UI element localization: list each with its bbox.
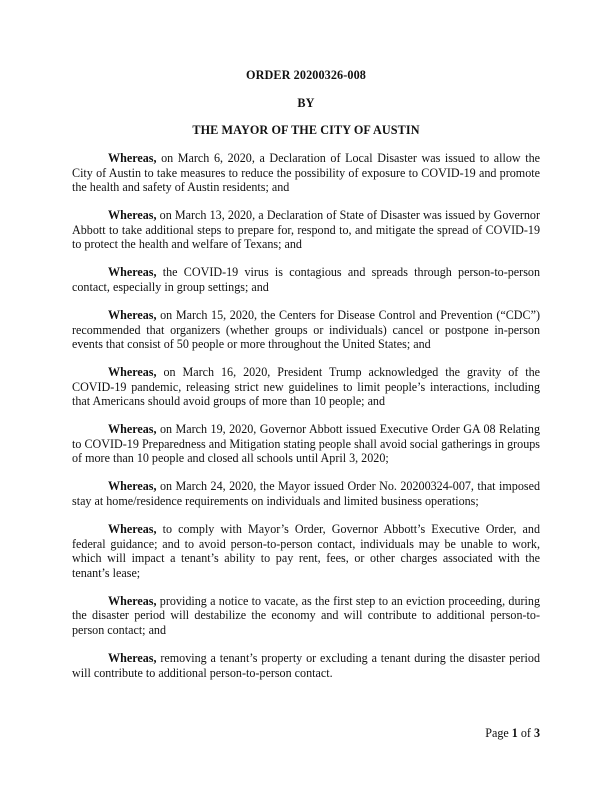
whereas-text: on March 6, 2020, a Declaration of Local Disaster was issued to allow the City of Austin to take measures to reduce the possibility of exposure to COVID-19 and promote the health and safety of Austin residents; and: [72, 151, 540, 195]
whereas-paragraph: [72, 422, 540, 466]
page-current: 1: [511, 726, 518, 740]
whereas-text: to comply with Mayor’s Order, Governor Abbott’s Executive Order, and federal guidance; and to avoid person-to-person contact, individuals may be unable to work, which will impact a tenant’s ability to pay rent, fees, or other charges associated with the tenant’s lease;: [72, 522, 540, 580]
whereas-lead: Whereas,: [108, 365, 157, 380]
whereas-text: on March 15, 2020, the Centers for Disease Control and Prevention (“CDC”) recommended that organizers (whether groups or individuals) cancel or postpone in-person events that consist of 50 people or more throughout the United States; and: [72, 307, 540, 352]
whereas-lead: Whereas,: [108, 422, 157, 437]
whereas-paragraph: [72, 479, 540, 508]
whereas-lead: Whereas,: [108, 208, 157, 223]
whereas-paragraph: [72, 594, 540, 638]
whereas-paragraph: [72, 265, 540, 294]
whereas-lead: Whereas,: [108, 307, 157, 322]
whereas-text: on March 13, 2020, a Declaration of State of Disaster was issued by Governor Abbott to take additional steps to prepare for, respond to, and mitigate the spread of COVID-19 to protect the health and welfare of Texans; and: [72, 208, 540, 252]
whereas-paragraph: [72, 208, 540, 252]
order-body: [72, 151, 540, 694]
whereas-lead: Whereas,: [108, 151, 157, 165]
whereas-text: on March 24, 2020, the Mayor issued Order No. 20200324-007, that imposed stay at home/residence requirements on individuals and limited business operations;: [72, 479, 540, 509]
whereas-text: the COVID-19 virus is contagious and spreads through person-to-person contact, especially in group settings; and: [72, 265, 540, 294]
whereas-paragraph: [72, 651, 540, 680]
page-number: [485, 726, 540, 740]
whereas-lead: Whereas,: [108, 593, 157, 608]
page-of: of: [517, 726, 534, 740]
issuer-heading: THE MAYOR OF THE CITY OF AUSTIN: [192, 123, 420, 137]
whereas-lead: Whereas,: [108, 479, 157, 494]
whereas-lead: Whereas,: [108, 650, 157, 665]
whereas-lead: Whereas,: [108, 522, 157, 537]
whereas-paragraph: [72, 522, 540, 580]
whereas-text: removing a tenant’s property or excluding a tenant during the disaster period will contribute to additional person-to-person contact.: [72, 650, 540, 680]
page-total: 3: [533, 726, 540, 740]
whereas-text: on March 19, 2020, Governor Abbott issued Executive Order GA 08 Relating to COVID-19 Preparedness and Mitigation stating people shall avoid social gatherings in groups of more than 10 people and closed all schools until April 3, 2020;: [72, 422, 540, 466]
order-number-heading: ORDER 20200326-008: [246, 68, 366, 82]
page-label: Page: [485, 726, 512, 740]
whereas-text: providing a notice to vacate, as the first step to an eviction proceeding, during the disaster period will destabilize the economy and will contribute to additional person-to-person contact; and: [72, 593, 540, 637]
whereas-lead: Whereas,: [108, 265, 157, 280]
whereas-paragraph: [72, 151, 540, 195]
whereas-paragraph: [72, 308, 540, 352]
by-heading: BY: [297, 96, 315, 110]
whereas-text: on March 16, 2020, President Trump acknowledged the gravity of the COVID-19 pandemic, releasing strict new guidelines to limit people’s interactions, including that Americans should avoid groups of more than 10 people; and: [72, 365, 540, 409]
whereas-paragraph: [72, 365, 540, 409]
